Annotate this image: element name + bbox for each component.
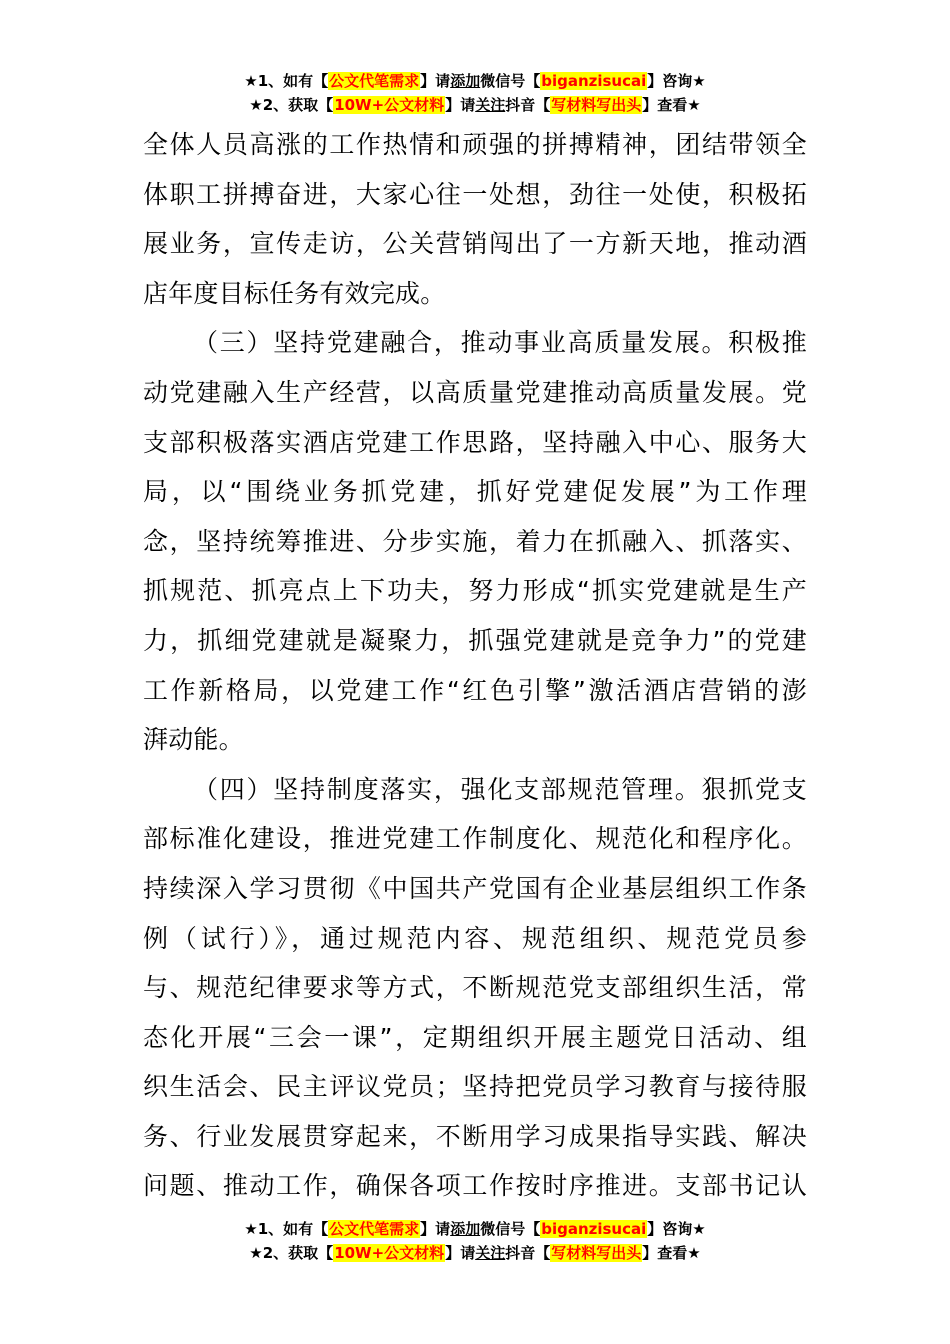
body-line: 店年度目标任务有效完成。	[143, 278, 446, 308]
banner-underlined-text: 关注	[475, 1244, 506, 1262]
banner-line-2	[0, 1242, 950, 1266]
banner-text: 】咨询★	[647, 72, 706, 90]
banner-line-1	[0, 1218, 950, 1242]
body-line: 展业务，宣传走访，公关营销闯出了一方新天地，推动酒	[143, 229, 807, 259]
banner-underlined-text: 添加	[450, 72, 481, 90]
body-line: 力，抓细党建就是凝聚力，抓强党建就是竞争力”的党建	[143, 625, 807, 655]
body-line: 动党建融入生产经营，以高质量党建推动高质量发展。党	[143, 377, 807, 407]
body-line: 局，以“围绕业务抓党建，抓好党建促发展”为工作理	[143, 477, 807, 507]
banner-underlined-text: 添加	[450, 1220, 481, 1238]
banner-highlight: 公文代笔需求	[329, 72, 420, 90]
body-line: 态化开展“三会一课”，定期组织开展主题党日活动、组	[143, 1022, 807, 1052]
body-line: 持续深入学习贯彻《中国共产党国有企业基层组织工作条	[143, 873, 807, 903]
body-line: 全体人员高涨的工作热情和顽强的拼搏精神，团结带领全	[143, 130, 807, 159]
banner-highlight: 10W+公文材料	[334, 96, 445, 114]
section-heading-line: （四）坚持制度落实，强化支部规范管理。狠抓党支	[193, 774, 807, 804]
footer-banner	[0, 1218, 950, 1266]
banner-highlight: biganzisucai	[541, 72, 647, 90]
header-banner	[0, 70, 950, 118]
banner-line-1	[0, 70, 950, 94]
banner-highlight: 10W+公文材料	[334, 1244, 445, 1262]
banner-text: 】请	[420, 1220, 451, 1238]
body-line: 工作新格局，以党建工作“红色引擎”激活酒店营销的澎	[143, 675, 807, 705]
body-line: 问题、推动工作，确保各项工作按时序推进。支部书记认	[143, 1171, 807, 1201]
body-line: 抓规范、抓亮点上下功夫，努力形成“抓实党建就是生产	[143, 576, 807, 606]
body-line: 念，坚持统筹推进、分步实施，着力在抓融入、抓落实、	[143, 526, 807, 556]
banner-text: 抖音【	[505, 1244, 551, 1262]
banner-text: 微信号【	[480, 72, 541, 90]
banner-text: 】请	[445, 1244, 476, 1262]
banner-highlight: biganzisucai	[541, 1220, 647, 1238]
document-body	[143, 120, 807, 1211]
banner-underlined-text: 关注	[475, 96, 506, 114]
banner-text: 】查看★	[642, 1244, 701, 1262]
body-line: 体职工拼搏奋进，大家心往一处想，劲往一处使，积极拓	[143, 179, 807, 209]
body-line: 与、规范纪律要求等方式，不断规范党支部组织生活，常	[143, 973, 807, 1003]
banner-highlight: 写材料写出头	[551, 96, 642, 114]
banner-text: ★1、如有【	[244, 1220, 329, 1238]
body-line: 务、行业发展贯穿起来，不断用学习成果指导实践、解决	[143, 1121, 807, 1151]
banner-text: ★2、获取【	[249, 96, 334, 114]
banner-highlight: 公文代笔需求	[329, 1220, 420, 1238]
body-line: 湃动能。	[143, 725, 244, 755]
banner-text: 抖音【	[505, 96, 551, 114]
banner-text: 】请	[445, 96, 476, 114]
body-line: 支部积极落实酒店党建工作思路，坚持融入中心、服务大	[143, 427, 807, 457]
banner-text: 】查看★	[642, 96, 701, 114]
banner-text: 微信号【	[480, 1220, 541, 1238]
section-heading-line: （三）坚持党建融合，推动事业高质量发展。积极推	[193, 328, 807, 358]
body-line: 例（试行）》，通过规范内容、规范组织、规范党员参	[143, 923, 807, 953]
banner-text: ★2、获取【	[249, 1244, 334, 1262]
banner-text: 】请	[420, 72, 451, 90]
body-line: 织生活会、民主评议党员；坚持把党员学习教育与接待服	[143, 1072, 807, 1102]
body-line: 部标准化建设，推进党建工作制度化、规范化和程序化。	[143, 824, 807, 854]
banner-text: ★1、如有【	[244, 72, 329, 90]
banner-highlight: 写材料写出头	[551, 1244, 642, 1262]
banner-text: 】咨询★	[647, 1220, 706, 1238]
banner-line-2	[0, 94, 950, 118]
